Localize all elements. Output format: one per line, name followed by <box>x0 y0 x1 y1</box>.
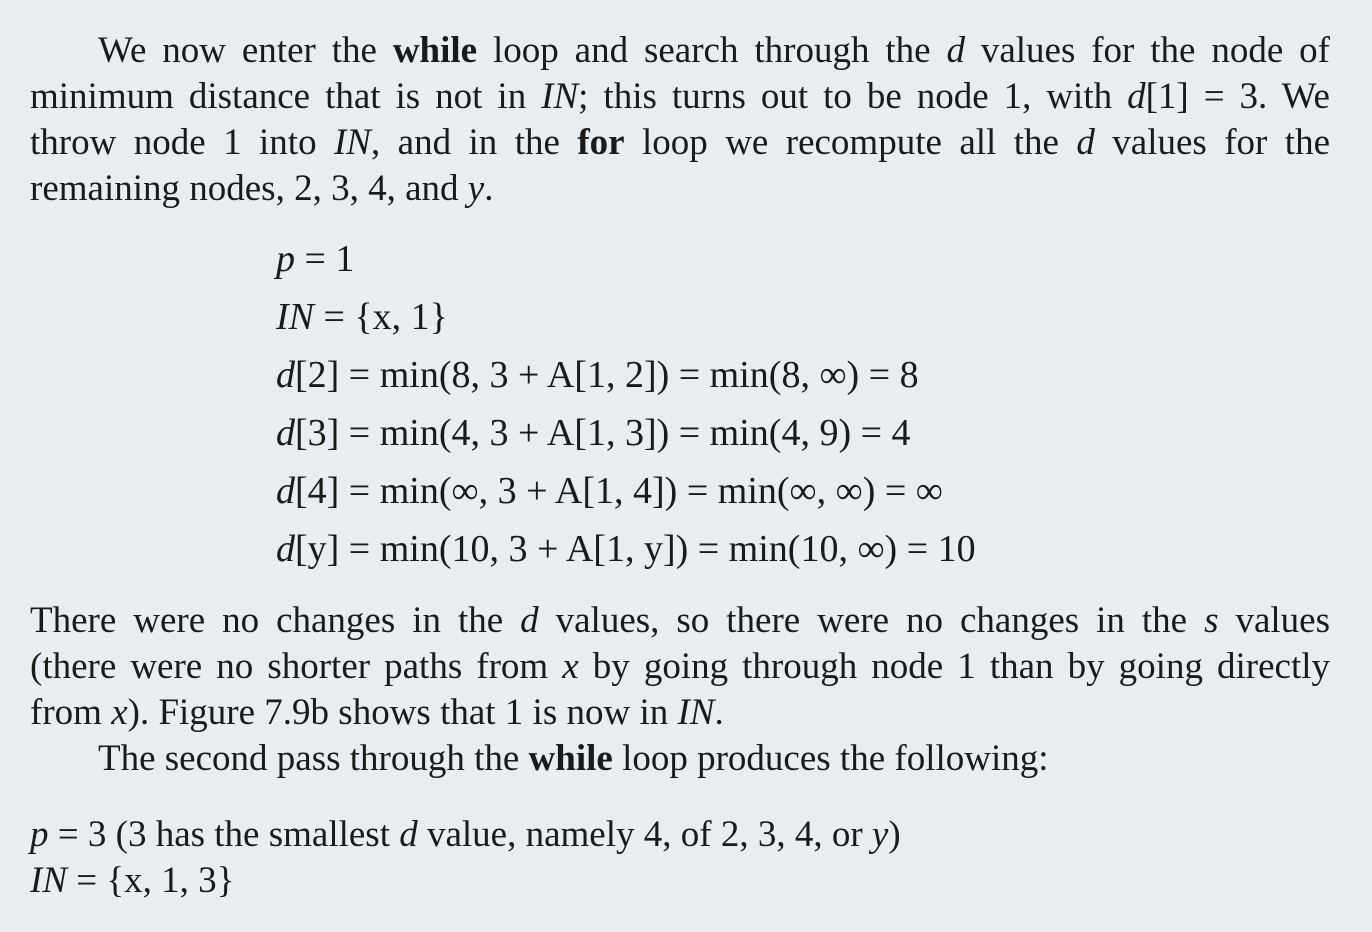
var-d: d <box>1127 76 1146 117</box>
eq-var: d <box>276 528 295 570</box>
paragraph-intro <box>30 28 1330 212</box>
line <box>30 598 1330 644</box>
text: . <box>714 692 724 733</box>
text: loop and search through the <box>477 30 947 71</box>
text: We now enter the <box>98 30 393 71</box>
text: values, so there were no changes in the <box>538 600 1205 641</box>
text: throw node 1 into <box>30 122 334 163</box>
var-IN: IN <box>541 76 579 117</box>
eq-var: d <box>276 354 295 396</box>
var-x: x <box>562 646 579 687</box>
equation-line <box>276 346 976 404</box>
eq-var: d <box>276 412 295 454</box>
eq-var: d <box>276 470 295 512</box>
var-x: x <box>111 692 128 733</box>
equation-line <box>276 288 976 346</box>
text: from <box>30 692 112 733</box>
equation-block-1 <box>276 230 976 578</box>
text: by going through node 1 than by going directly <box>578 646 1330 687</box>
eq-rest: = 3 (3 has the smallest <box>48 814 400 855</box>
eq-rest: [y] = min(10, 3 + A[1, y]) = min(10, ∞) = 10 <box>295 528 976 570</box>
eq-rest: = 1 <box>295 238 355 280</box>
text: loop we recompute all the <box>624 122 1077 163</box>
eq-rest: value, namely 4, of 2, 3, 4, or <box>417 814 872 855</box>
eq-rest: = {x, 1, 3} <box>67 860 235 901</box>
line <box>30 28 1330 74</box>
line <box>30 74 1330 120</box>
eq-rest: = {x, 1} <box>314 296 448 338</box>
text: (there were no shorter paths from <box>30 646 563 687</box>
equation-line <box>276 230 976 288</box>
line <box>30 644 1330 690</box>
text: minimum distance that is not in <box>30 76 542 117</box>
keyword-while: while <box>392 30 478 71</box>
eq-var: p <box>276 238 295 280</box>
var-y: y <box>871 814 889 855</box>
text: , and in the <box>370 122 578 163</box>
var-d: d <box>399 814 418 855</box>
var-d: d <box>520 600 539 641</box>
text: There were no changes in the <box>30 600 521 641</box>
equation-line <box>276 462 976 520</box>
text: ). Figure 7.9b shows that 1 is now in <box>127 692 678 733</box>
eq-var: p <box>30 814 49 855</box>
var-IN: IN <box>333 122 371 163</box>
text: values for the <box>1094 122 1330 163</box>
line <box>30 736 1330 782</box>
equation-line <box>30 812 901 858</box>
keyword-while: while <box>528 738 613 779</box>
line <box>30 166 1330 212</box>
eq-rest: [4] = min(∞, 3 + A[1, 4]) = min(∞, ∞) = ∞ <box>295 470 943 512</box>
keyword-for: for <box>577 122 625 163</box>
var-y: y <box>467 168 485 209</box>
equation-block-2 <box>30 812 901 904</box>
var-d: d <box>1076 122 1095 163</box>
eq-rest: ) <box>888 814 901 855</box>
eq-var: IN <box>276 296 314 338</box>
text: [1] = 3. We <box>1145 76 1330 117</box>
text: values <box>1218 600 1330 641</box>
equation-line <box>276 520 976 578</box>
text: loop produces the following: <box>612 738 1049 779</box>
text: values for the node of <box>964 30 1330 71</box>
var-d: d <box>946 30 965 71</box>
text: ; this turns out to be node 1, with <box>578 76 1128 117</box>
equation-line <box>30 858 901 904</box>
var-IN: IN <box>677 692 715 733</box>
var-s: s <box>1204 600 1219 641</box>
equation-line <box>276 404 976 462</box>
eq-rest: [3] = min(4, 3 + A[1, 3]) = min(4, 9) = 4 <box>295 412 911 454</box>
text: . <box>484 168 494 209</box>
eq-rest: [2] = min(8, 3 + A[1, 2]) = min(8, ∞) = 8 <box>295 354 919 396</box>
line <box>30 120 1330 166</box>
text: remaining nodes, 2, 3, 4, and <box>30 168 468 209</box>
paragraph-discussion <box>30 598 1330 782</box>
text: The second pass through the <box>98 738 529 779</box>
line <box>30 690 1330 736</box>
eq-var: IN <box>30 860 67 901</box>
